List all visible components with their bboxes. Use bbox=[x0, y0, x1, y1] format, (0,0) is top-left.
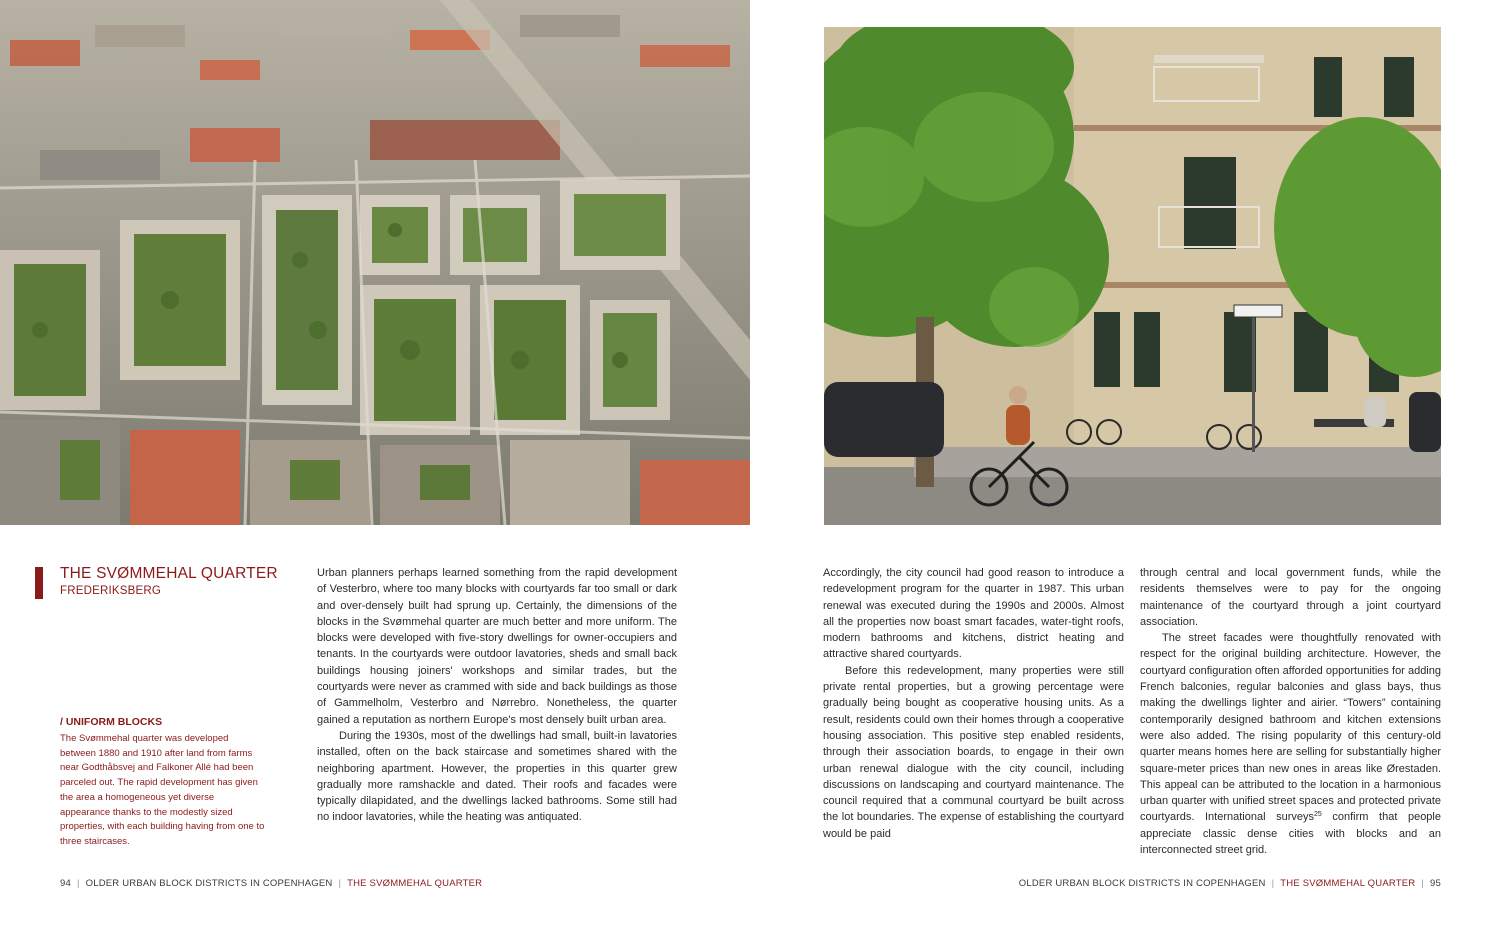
section-title: THE SVØMMEHAL QUARTER bbox=[60, 565, 278, 582]
body-paragraph: During the 1930s, most of the dwellings had small, built-in lavatories installed, often on the back staircase and sometimes shared with the neighboring apartment. However, the properties in this quarter grew gradually more ramshackle and dated. Their roofs and facades were typically dilapidated, and the dwellings lacked bathrooms. Some still had no indoor lavatories, while the heating was antiquated. bbox=[317, 729, 677, 824]
body-paragraph bbox=[1140, 630, 1441, 858]
page-number: 94 bbox=[60, 878, 71, 889]
photo-caption bbox=[60, 716, 265, 850]
body-paragraph: through central and local government funds, while the residents themselves were to pay for the ongoing maintenance of the courtyard through a joint courtyard association. bbox=[1140, 567, 1441, 628]
running-head-book: OLDER URBAN BLOCK DISTRICTS IN COPENHAGEN bbox=[85, 878, 333, 889]
body-column-1 bbox=[317, 565, 677, 826]
body-paragraph: Accordingly, the city council had good reason to introduce a redevelopment program for the quarter in 1987. This urban renewal was executed during the 1990s and 2000s. Almost all the properties now boast smart facades, water-tight roofs, modern bathrooms and kitchens, district heating and attractive shared courtyards. bbox=[823, 567, 1124, 661]
section-subtitle: FREDERIKSBERG bbox=[60, 585, 162, 597]
running-head-chapter: THE SVØMMEHAL QUARTER bbox=[347, 878, 483, 889]
street-photo-illustration bbox=[824, 27, 1441, 525]
body-column-3 bbox=[1140, 565, 1441, 858]
street-photo bbox=[824, 27, 1441, 525]
caption-heading: / UNIFORM BLOCKS bbox=[60, 716, 163, 728]
running-head-book: OLDER URBAN BLOCK DISTRICTS IN COPENHAGEN bbox=[1018, 878, 1266, 889]
footer-separator: | bbox=[1421, 878, 1425, 889]
footer-left bbox=[60, 878, 482, 889]
body-paragraph: Before this redevelopment, many properties were still private rental properties, but a growing percentage were gradually being bought as cooperative housing units. As a result, residents could own their homes through a cooperative housing association. This positive step enabled residents, through their association boards, to engage in their own urban renewal dialogue with the city council, including discussions on landscaping and courtyard maintenance. The council required that a communal courtyard be built across the lot boundaries. The expense of establishing the courtyard would be paid bbox=[823, 664, 1124, 840]
running-head-chapter: THE SVØMMEHAL QUARTER bbox=[1280, 878, 1416, 889]
aerial-photo-illustration bbox=[0, 0, 750, 525]
section-title-bar bbox=[35, 567, 43, 599]
footer-right bbox=[1019, 878, 1441, 889]
aerial-photo bbox=[0, 0, 750, 525]
footnote-reference[interactable]: 25 bbox=[1314, 811, 1322, 819]
body-text: confirm that people appreciate classic dense cities with blocks and an interconnected street grid. bbox=[1140, 811, 1441, 857]
page-number: 95 bbox=[1430, 878, 1441, 889]
footer-separator: | bbox=[338, 878, 342, 889]
body-paragraph: Urban planners perhaps learned something from the rapid development of Vesterbro, where too many blocks with courtyards far too small or dark and over-densely built had sprung up. Certainly, the dimensions of the blocks in the Svømmehal quarter are much better and more uniform. The blocks were developed with five-story dwellings for owner-occupiers and tenants. In the courtyards were outdoor lavatories, sheds and small back buildings housing joiners' workshops and similar trades, but the courtyards were never as crammed with side and back buildings as those of Gammelholm, Vesterbro and Nørrebro. Nonetheless, the quarter gained a reputation as northern Europe's most densely built urban area. bbox=[317, 567, 677, 726]
body-column-2 bbox=[823, 565, 1124, 842]
body-text: The street facades were thoughtfully renovated with respect for the original building architecture. However, the courtyard configuration often afforded opportunities for adding French balconies, regular balconies and glass bays, thus making the dwellings lighter and airier. “Towers” containing contemporarily designed bathroom and kitchen extensions were also added. The rising popularity of this century-old quarter means homes here are selling for substantially higher square-meter prices than new ones in areas like Ørestaden. This appeal can be attributed to the location in a harmonious urban quarter with unified street spaces and protected private courtyards. International surveys bbox=[1140, 632, 1441, 824]
footer-separator: | bbox=[1271, 878, 1275, 889]
caption-text: The Svømmehal quarter was developed between 1880 and 1910 after land from farms near Godthåbsvej and Falkoner Allé had been parceled out. The rapid development has given the area a homogeneous yet diverse appearance thanks to the modestly sized properties, with each building having from one to three staircases. bbox=[60, 733, 265, 847]
footer-separator: | bbox=[76, 878, 80, 889]
